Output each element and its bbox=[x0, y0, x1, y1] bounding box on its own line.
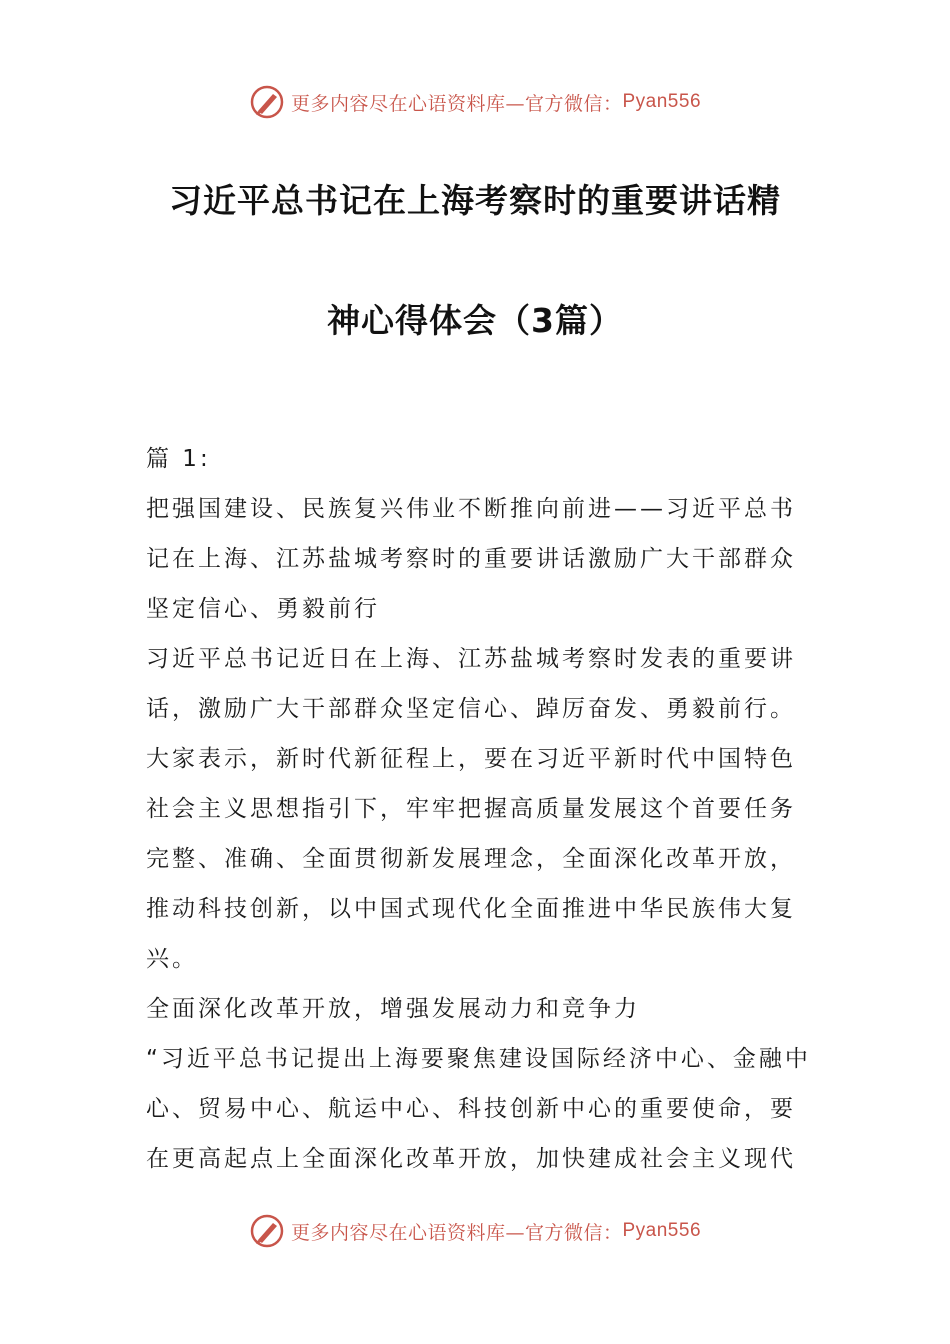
section-heading: 篇 1: bbox=[146, 446, 211, 472]
document-title-line-2: 神心得体会（3篇） bbox=[327, 301, 623, 340]
body-line: 话，激励广大干部群众坚定信心、踔厉奋发、勇毅前行。 bbox=[146, 696, 796, 722]
body-line: 坚定信心、勇毅前行 bbox=[146, 596, 380, 622]
body-line: 社会主义思想指引下，牢牢把握高质量发展这个首要任务 bbox=[146, 796, 796, 822]
body-line: 心、贸易中心、航运中心、科技创新中心的重要使命，要 bbox=[146, 1096, 796, 1122]
body-line: 把强国建设、民族复兴伟业不断推向前进——习近平总书 bbox=[146, 496, 796, 522]
body-line: 记在上海、江苏盐城考察时的重要讲话激励广大干部群众 bbox=[146, 546, 796, 572]
footer-watermark bbox=[0, 1211, 950, 1251]
body-line: “习近平总书记提出上海要聚焦建设国际经济中心、金融中 bbox=[146, 1046, 811, 1072]
watermark-wechat-id: Pyan556 bbox=[622, 91, 702, 112]
watermark-text: 更多内容尽在心语资料库—官方微信： bbox=[290, 1221, 623, 1244]
pen-logo-icon bbox=[249, 1213, 285, 1249]
watermark-text: 更多内容尽在心语资料库—官方微信： bbox=[290, 92, 623, 115]
pen-logo-icon bbox=[249, 84, 285, 120]
body-line: 推动科技创新，以中国式现代化全面推进中华民族伟大复 bbox=[146, 896, 796, 922]
header-watermark bbox=[0, 82, 950, 122]
body-line: 大家表示，新时代新征程上，要在习近平新时代中国特色 bbox=[146, 746, 796, 772]
body-line: 兴。 bbox=[146, 946, 198, 972]
watermark-wechat-id: Pyan556 bbox=[622, 1220, 702, 1241]
subheading-line: 全面深化改革开放，增强发展动力和竞争力 bbox=[146, 996, 640, 1022]
body-line: 在更高起点上全面深化改革开放，加快建成社会主义现代 bbox=[146, 1146, 796, 1172]
body-line: 完整、准确、全面贯彻新发展理念，全面深化改革开放， bbox=[146, 846, 796, 872]
body-line: 习近平总书记近日在上海、江苏盐城考察时发表的重要讲 bbox=[146, 646, 796, 672]
document-title-line-1: 习近平总书记在上海考察时的重要讲话精 bbox=[169, 181, 781, 220]
